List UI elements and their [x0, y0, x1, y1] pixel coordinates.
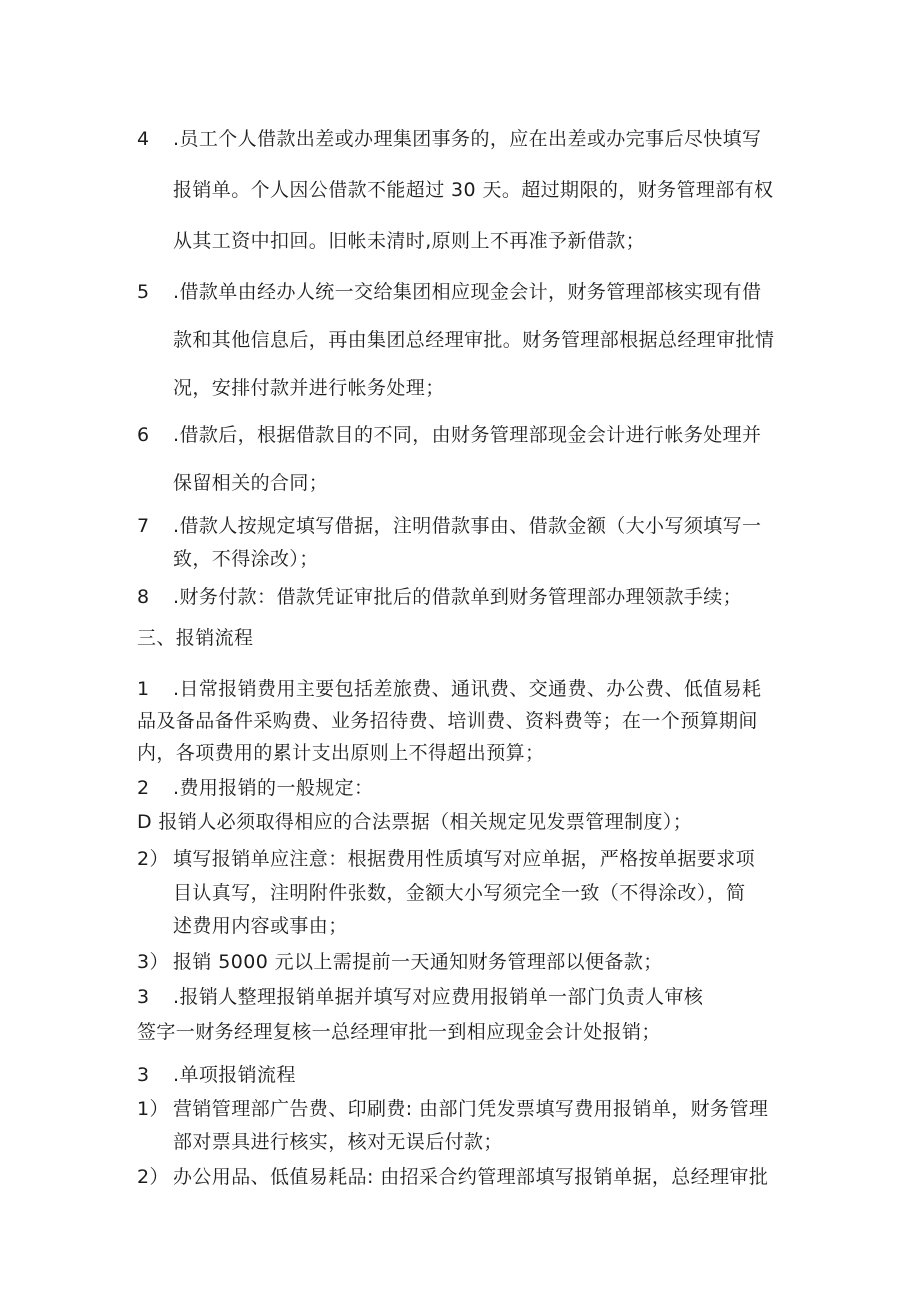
reimb-3-line-2: 签字一财务经理复核一总经理审批一到相应现金会计处报销；	[137, 1021, 661, 1043]
item-number: 7	[137, 515, 150, 537]
sub-number: 1）	[137, 1098, 169, 1120]
item-5-line-2: 款和其他信息后，再由集团总经理审批。财务管理部根据总经理审批情	[173, 329, 775, 351]
item-5-line-1: 5 .借款单由经办人统一交给集团相应现金会计，财务管理部核实现有借	[137, 281, 762, 303]
item-number: 8	[137, 586, 150, 608]
reimb-1-line-3: 内，各项费用的累计支出原则上不得超出预算；	[137, 742, 545, 764]
reimb-2-sub-2-line-1: 2） 填写报销单应注意：根据费用性质填写对应单据，严格按单据要求项	[137, 848, 756, 870]
reimb-1-line-1: 1 .日常报销费用主要包括差旅费、通讯费、交通费、办公费、低值易耗	[137, 678, 762, 700]
item-number: 6	[137, 424, 150, 446]
reimb-2-line-1: 2 .费用报销的一般规定：	[137, 777, 374, 799]
reimb-4-heading: 3 .单项报销流程	[137, 1064, 296, 1086]
item-number: 1	[137, 678, 150, 700]
item-7-line-2: 致，不得涂改）；	[173, 548, 319, 570]
item-number: 5	[137, 281, 150, 303]
reimb-2-sub-2-line-3: 述费用内容或事由；	[173, 915, 348, 937]
item-4-line-1: 4 .员工个人借款出差或办理集团事务的，应在出差或办完事后尽快填写	[137, 128, 762, 150]
item-5-line-3: 况，安排付款并进行帐务处理；	[173, 377, 445, 399]
reimb-3-line-1: 3 .报销人整理报销单据并填写对应费用报销单一部门负责人审核	[137, 986, 704, 1008]
item-number: 3	[137, 986, 150, 1008]
item-number: 3	[137, 1064, 150, 1086]
item-number: 4	[137, 128, 150, 150]
reimb-4-sub-2-line-1: 2） 办公用品、低值易耗品: 由招采合约管理部填写报销单据，总经理审批	[137, 1166, 769, 1188]
item-4-line-2: 报销单。个人因公借款不能超过 30 天。超过期限的，财务管理部有权	[173, 179, 774, 201]
item-number: 2	[137, 777, 150, 799]
reimb-2-sub-3: 3） 报销 5000 元以上需提前一天通知财务管理部以便备款；	[137, 951, 663, 973]
item-8-line-1: 8 .财务付款：借款凭证审批后的借款单到财务管理部办理领款手续；	[137, 586, 743, 608]
sub-number: 2）	[137, 848, 169, 870]
reimb-4-sub-1-line-1: 1） 营销管理部广告费、印刷费: 由部门凭发票填写费用报销单，财务管理	[137, 1098, 769, 1120]
reimb-1-line-2: 品及备品备件采购费、业务招待费、培训费、资料费等；在一个预算期间	[137, 710, 758, 732]
reimb-2-sub-1: D 报销人必须取得相应的合法票据（相关规定见发票管理制度）；	[137, 811, 693, 833]
item-6-line-1: 6 .借款后，根据借款目的不同，由财务管理部现金会计进行帐务处理并	[137, 424, 762, 446]
item-4-line-3: 从其工资中扣回。旧帐未清时,原则上不再准予新借款；	[173, 230, 646, 252]
reimb-2-sub-2-line-2: 目认真写，注明附件张数，金额大小写须完全一致（不得涂改），简	[173, 882, 746, 904]
item-6-line-2: 保留相关的合同；	[173, 472, 329, 494]
sub-number: 2）	[137, 1166, 169, 1188]
section-heading: 三、报销流程	[137, 627, 254, 649]
sub-number: 3）	[137, 951, 169, 973]
item-7-line-1: 7 .借款人按规定填写借据，注明借款事由、借款金额（大小写须填写一	[137, 515, 762, 537]
reimb-4-sub-1-line-2: 部对票具进行核实，核对无误后付款；	[173, 1131, 503, 1153]
